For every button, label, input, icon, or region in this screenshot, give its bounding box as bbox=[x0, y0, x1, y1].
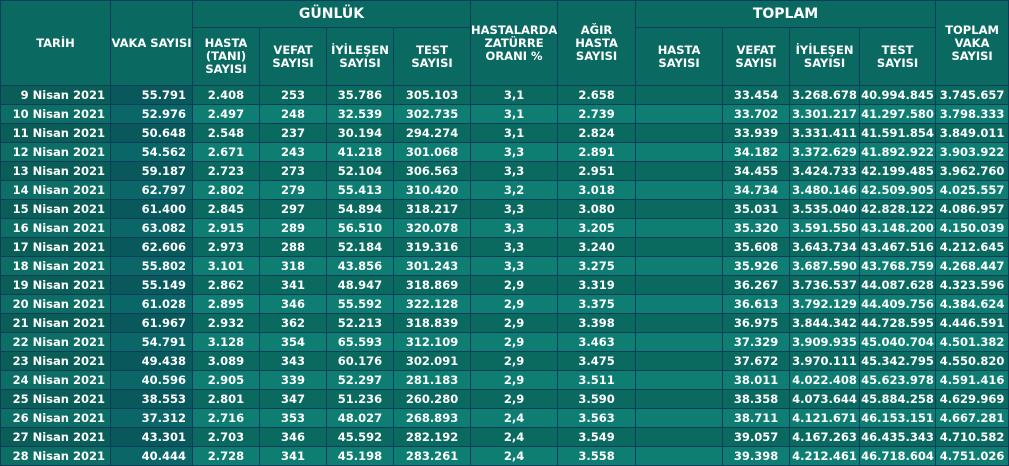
header-iyilesen: İYİLEŞEN SAYISI bbox=[327, 28, 394, 86]
cell-iyilesen: 45.592 bbox=[327, 428, 394, 447]
cell-vefat: 318 bbox=[260, 257, 327, 276]
cell-t-vaka: 3.849.011 bbox=[936, 124, 1009, 143]
header-agir-hasta: AĞIR HASTA SAYISI bbox=[558, 1, 636, 86]
table-row bbox=[1, 428, 1009, 447]
cell-t-vefat: 34.182 bbox=[723, 143, 790, 162]
cell-vaka: 62.797 bbox=[111, 181, 193, 200]
cell-zaturre: 3,1 bbox=[471, 86, 558, 105]
cell-test: 318.869 bbox=[394, 276, 471, 295]
cell-t-hasta bbox=[636, 295, 723, 314]
header-vaka-sayisi: VAKA SAYISI bbox=[111, 1, 193, 86]
cell-t-test: 45.040.704 bbox=[860, 333, 936, 352]
cell-hasta: 2.703 bbox=[193, 428, 260, 447]
cell-vefat: 297 bbox=[260, 200, 327, 219]
cell-vefat: 362 bbox=[260, 314, 327, 333]
table-row bbox=[1, 276, 1009, 295]
cell-t-hasta bbox=[636, 200, 723, 219]
cell-t-hasta bbox=[636, 105, 723, 124]
cell-t-vaka: 4.667.281 bbox=[936, 409, 1009, 428]
cell-hasta: 2.716 bbox=[193, 409, 260, 428]
cell-vaka: 43.301 bbox=[111, 428, 193, 447]
cell-iyilesen: 45.198 bbox=[327, 447, 394, 466]
cell-vefat: 346 bbox=[260, 295, 327, 314]
cell-date: 10 Nisan 2021 bbox=[1, 105, 111, 124]
cell-t-iyilesen: 4.073.644 bbox=[790, 390, 860, 409]
cell-agir: 3.511 bbox=[558, 371, 636, 390]
cell-hasta: 2.845 bbox=[193, 200, 260, 219]
table-row bbox=[1, 390, 1009, 409]
cell-test: 281.183 bbox=[394, 371, 471, 390]
cell-t-vaka: 4.086.957 bbox=[936, 200, 1009, 219]
cell-t-test: 41.892.922 bbox=[860, 143, 936, 162]
header-tarih: TARİH bbox=[1, 1, 111, 86]
cell-hasta: 2.728 bbox=[193, 447, 260, 466]
cell-t-test: 45.884.258 bbox=[860, 390, 936, 409]
cell-date: 27 Nisan 2021 bbox=[1, 428, 111, 447]
cell-agir: 2.824 bbox=[558, 124, 636, 143]
cell-t-vaka: 4.268.447 bbox=[936, 257, 1009, 276]
cell-agir: 3.475 bbox=[558, 352, 636, 371]
cell-t-vaka: 4.501.382 bbox=[936, 333, 1009, 352]
cell-zaturre: 3,3 bbox=[471, 162, 558, 181]
header-toplam-iyilesen: İYİLEŞEN SAYISI bbox=[790, 28, 860, 86]
cell-t-vaka: 4.751.026 bbox=[936, 447, 1009, 466]
cell-iyilesen: 54.894 bbox=[327, 200, 394, 219]
cell-zaturre: 3,2 bbox=[471, 181, 558, 200]
cell-vaka: 50.648 bbox=[111, 124, 193, 143]
cell-iyilesen: 43.856 bbox=[327, 257, 394, 276]
cell-t-vefat: 35.320 bbox=[723, 219, 790, 238]
cell-t-hasta bbox=[636, 428, 723, 447]
cell-vaka: 40.596 bbox=[111, 371, 193, 390]
cell-t-test: 44.087.628 bbox=[860, 276, 936, 295]
cell-date: 12 Nisan 2021 bbox=[1, 143, 111, 162]
cell-t-iyilesen: 3.970.111 bbox=[790, 352, 860, 371]
cell-vaka: 63.082 bbox=[111, 219, 193, 238]
cell-t-hasta bbox=[636, 276, 723, 295]
cell-t-vefat: 36.267 bbox=[723, 276, 790, 295]
cell-date: 17 Nisan 2021 bbox=[1, 238, 111, 257]
cell-t-vefat: 34.455 bbox=[723, 162, 790, 181]
cell-test: 302.091 bbox=[394, 352, 471, 371]
cell-iyilesen: 32.539 bbox=[327, 105, 394, 124]
cell-zaturre: 3,3 bbox=[471, 143, 558, 162]
cell-zaturre: 2,4 bbox=[471, 409, 558, 428]
cell-t-iyilesen: 3.424.733 bbox=[790, 162, 860, 181]
cell-zaturre: 2,9 bbox=[471, 295, 558, 314]
header-toplam-vefat: VEFAT SAYISI bbox=[723, 28, 790, 86]
cell-test: 318.839 bbox=[394, 314, 471, 333]
cell-test: 301.243 bbox=[394, 257, 471, 276]
cell-t-iyilesen: 4.121.671 bbox=[790, 409, 860, 428]
cell-t-vaka: 3.903.922 bbox=[936, 143, 1009, 162]
cell-hasta: 2.932 bbox=[193, 314, 260, 333]
cell-t-test: 40.994.845 bbox=[860, 86, 936, 105]
cell-vaka: 61.400 bbox=[111, 200, 193, 219]
table-row bbox=[1, 333, 1009, 352]
cell-t-hasta bbox=[636, 352, 723, 371]
header-toplam-test: TEST SAYISI bbox=[860, 28, 936, 86]
cell-t-hasta bbox=[636, 333, 723, 352]
cell-t-iyilesen: 3.301.217 bbox=[790, 105, 860, 124]
cell-hasta: 2.723 bbox=[193, 162, 260, 181]
cell-hasta: 2.408 bbox=[193, 86, 260, 105]
cell-t-vaka: 4.629.969 bbox=[936, 390, 1009, 409]
cell-t-iyilesen: 3.535.040 bbox=[790, 200, 860, 219]
cell-agir: 3.240 bbox=[558, 238, 636, 257]
table-row bbox=[1, 181, 1009, 200]
cell-hasta: 2.895 bbox=[193, 295, 260, 314]
cell-hasta: 2.802 bbox=[193, 181, 260, 200]
cell-t-vefat: 33.939 bbox=[723, 124, 790, 143]
cell-t-vefat: 35.031 bbox=[723, 200, 790, 219]
cell-date: 24 Nisan 2021 bbox=[1, 371, 111, 390]
table-row bbox=[1, 143, 1009, 162]
cell-t-hasta bbox=[636, 238, 723, 257]
cell-vaka: 38.553 bbox=[111, 390, 193, 409]
cell-vefat: 347 bbox=[260, 390, 327, 409]
cell-t-test: 42.199.485 bbox=[860, 162, 936, 181]
cell-test: 268.893 bbox=[394, 409, 471, 428]
header-toplam: TOPLAM bbox=[636, 1, 936, 28]
cell-t-hasta bbox=[636, 162, 723, 181]
cell-t-vaka: 3.745.657 bbox=[936, 86, 1009, 105]
header-toplam-vaka: TOPLAM VAKA SAYISI bbox=[936, 1, 1009, 86]
cell-t-iyilesen: 3.643.734 bbox=[790, 238, 860, 257]
cell-iyilesen: 52.213 bbox=[327, 314, 394, 333]
cell-zaturre: 3,1 bbox=[471, 105, 558, 124]
cell-iyilesen: 30.194 bbox=[327, 124, 394, 143]
cell-agir: 3.375 bbox=[558, 295, 636, 314]
cell-t-iyilesen: 3.331.411 bbox=[790, 124, 860, 143]
cell-zaturre: 3,1 bbox=[471, 124, 558, 143]
cell-zaturre: 3,3 bbox=[471, 219, 558, 238]
cell-vefat: 354 bbox=[260, 333, 327, 352]
cell-t-hasta bbox=[636, 314, 723, 333]
cell-date: 18 Nisan 2021 bbox=[1, 257, 111, 276]
cell-date: 25 Nisan 2021 bbox=[1, 390, 111, 409]
cell-t-vefat: 36.975 bbox=[723, 314, 790, 333]
cell-vefat: 237 bbox=[260, 124, 327, 143]
cell-t-test: 45.623.978 bbox=[860, 371, 936, 390]
cell-t-hasta bbox=[636, 124, 723, 143]
cell-date: 13 Nisan 2021 bbox=[1, 162, 111, 181]
cell-agir: 3.319 bbox=[558, 276, 636, 295]
cell-vaka: 61.967 bbox=[111, 314, 193, 333]
table-row bbox=[1, 257, 1009, 276]
cell-zaturre: 2,9 bbox=[471, 314, 558, 333]
cell-vaka: 49.438 bbox=[111, 352, 193, 371]
cell-zaturre: 3,3 bbox=[471, 238, 558, 257]
cell-date: 19 Nisan 2021 bbox=[1, 276, 111, 295]
cell-vaka: 40.444 bbox=[111, 447, 193, 466]
cell-vaka: 61.028 bbox=[111, 295, 193, 314]
cell-t-iyilesen: 3.909.935 bbox=[790, 333, 860, 352]
cell-vefat: 339 bbox=[260, 371, 327, 390]
cell-t-vefat: 38.011 bbox=[723, 371, 790, 390]
cell-vefat: 289 bbox=[260, 219, 327, 238]
cell-t-hasta bbox=[636, 409, 723, 428]
cell-t-iyilesen: 3.268.678 bbox=[790, 86, 860, 105]
cell-t-test: 41.297.580 bbox=[860, 105, 936, 124]
cell-hasta: 2.862 bbox=[193, 276, 260, 295]
cell-test: 294.274 bbox=[394, 124, 471, 143]
cell-t-vaka: 4.550.820 bbox=[936, 352, 1009, 371]
cell-vefat: 288 bbox=[260, 238, 327, 257]
cell-t-test: 44.728.595 bbox=[860, 314, 936, 333]
cell-t-test: 43.148.200 bbox=[860, 219, 936, 238]
cell-vefat: 253 bbox=[260, 86, 327, 105]
cell-iyilesen: 48.947 bbox=[327, 276, 394, 295]
cell-t-test: 46.718.604 bbox=[860, 447, 936, 466]
cell-t-hasta bbox=[636, 447, 723, 466]
cell-t-vefat: 36.613 bbox=[723, 295, 790, 314]
cell-agir: 3.398 bbox=[558, 314, 636, 333]
cell-t-vefat: 35.608 bbox=[723, 238, 790, 257]
cell-t-vaka: 3.798.333 bbox=[936, 105, 1009, 124]
cell-t-iyilesen: 3.844.342 bbox=[790, 314, 860, 333]
cell-zaturre: 2,9 bbox=[471, 390, 558, 409]
table-row bbox=[1, 162, 1009, 181]
cell-zaturre: 3,3 bbox=[471, 200, 558, 219]
cell-agir: 2.951 bbox=[558, 162, 636, 181]
cell-t-test: 42.509.905 bbox=[860, 181, 936, 200]
table-row bbox=[1, 105, 1009, 124]
cell-iyilesen: 60.176 bbox=[327, 352, 394, 371]
cell-agir: 3.590 bbox=[558, 390, 636, 409]
cell-iyilesen: 65.593 bbox=[327, 333, 394, 352]
cell-vefat: 353 bbox=[260, 409, 327, 428]
cell-test: 310.420 bbox=[394, 181, 471, 200]
header-test: TEST SAYISI bbox=[394, 28, 471, 86]
cell-iyilesen: 51.236 bbox=[327, 390, 394, 409]
cell-t-vefat: 39.398 bbox=[723, 447, 790, 466]
cell-date: 28 Nisan 2021 bbox=[1, 447, 111, 466]
cell-hasta: 2.973 bbox=[193, 238, 260, 257]
cell-t-test: 42.828.122 bbox=[860, 200, 936, 219]
cell-t-vaka: 3.962.760 bbox=[936, 162, 1009, 181]
cell-date: 21 Nisan 2021 bbox=[1, 314, 111, 333]
cell-test: 283.261 bbox=[394, 447, 471, 466]
cell-t-hasta bbox=[636, 219, 723, 238]
cell-iyilesen: 52.104 bbox=[327, 162, 394, 181]
cell-t-test: 43.768.759 bbox=[860, 257, 936, 276]
cell-t-vaka: 4.025.557 bbox=[936, 181, 1009, 200]
cell-test: 260.280 bbox=[394, 390, 471, 409]
cell-hasta: 2.801 bbox=[193, 390, 260, 409]
cell-t-test: 46.435.343 bbox=[860, 428, 936, 447]
cell-hasta: 2.915 bbox=[193, 219, 260, 238]
cell-date: 20 Nisan 2021 bbox=[1, 295, 111, 314]
table-row bbox=[1, 295, 1009, 314]
cell-agir: 2.891 bbox=[558, 143, 636, 162]
cell-vaka: 55.802 bbox=[111, 257, 193, 276]
cell-vaka: 54.791 bbox=[111, 333, 193, 352]
cell-vefat: 273 bbox=[260, 162, 327, 181]
header-zaturre-orani: HASTALARDA ZATÜRRE ORANI % bbox=[471, 1, 558, 86]
cell-agir: 2.739 bbox=[558, 105, 636, 124]
cell-hasta: 2.905 bbox=[193, 371, 260, 390]
cell-t-hasta bbox=[636, 257, 723, 276]
cell-vaka: 55.149 bbox=[111, 276, 193, 295]
cell-agir: 3.463 bbox=[558, 333, 636, 352]
cell-vaka: 62.606 bbox=[111, 238, 193, 257]
cell-t-hasta bbox=[636, 390, 723, 409]
cell-vefat: 279 bbox=[260, 181, 327, 200]
cell-test: 312.109 bbox=[394, 333, 471, 352]
cell-zaturre: 2,4 bbox=[471, 428, 558, 447]
cell-date: 23 Nisan 2021 bbox=[1, 352, 111, 371]
cell-test: 302.735 bbox=[394, 105, 471, 124]
table-row bbox=[1, 352, 1009, 371]
cell-iyilesen: 35.786 bbox=[327, 86, 394, 105]
cell-date: 22 Nisan 2021 bbox=[1, 333, 111, 352]
cell-t-iyilesen: 4.022.408 bbox=[790, 371, 860, 390]
cell-t-iyilesen: 3.372.629 bbox=[790, 143, 860, 162]
cell-agir: 3.549 bbox=[558, 428, 636, 447]
cell-t-vefat: 39.057 bbox=[723, 428, 790, 447]
table-row bbox=[1, 124, 1009, 143]
cell-vefat: 341 bbox=[260, 447, 327, 466]
cell-t-vefat: 34.734 bbox=[723, 181, 790, 200]
cell-agir: 3.275 bbox=[558, 257, 636, 276]
cell-vefat: 243 bbox=[260, 143, 327, 162]
header-toplam-hasta: HASTA SAYISI bbox=[636, 28, 723, 86]
cell-test: 301.068 bbox=[394, 143, 471, 162]
cell-date: 11 Nisan 2021 bbox=[1, 124, 111, 143]
cell-t-test: 45.342.795 bbox=[860, 352, 936, 371]
cell-agir: 3.080 bbox=[558, 200, 636, 219]
table-row bbox=[1, 200, 1009, 219]
cell-zaturre: 2,9 bbox=[471, 333, 558, 352]
cell-vaka: 59.187 bbox=[111, 162, 193, 181]
table-body bbox=[1, 86, 1009, 466]
cell-hasta: 3.101 bbox=[193, 257, 260, 276]
cell-iyilesen: 55.592 bbox=[327, 295, 394, 314]
cell-t-vaka: 4.212.645 bbox=[936, 238, 1009, 257]
cell-t-iyilesen: 3.591.550 bbox=[790, 219, 860, 238]
cell-test: 319.316 bbox=[394, 238, 471, 257]
cell-vaka: 54.562 bbox=[111, 143, 193, 162]
cell-t-vefat: 37.672 bbox=[723, 352, 790, 371]
cell-t-test: 41.591.854 bbox=[860, 124, 936, 143]
cell-test: 306.563 bbox=[394, 162, 471, 181]
table-row bbox=[1, 314, 1009, 333]
cell-t-vaka: 4.446.591 bbox=[936, 314, 1009, 333]
header-gunluk: GÜNLÜK bbox=[193, 1, 471, 28]
cell-t-hasta bbox=[636, 371, 723, 390]
cell-t-iyilesen: 3.687.590 bbox=[790, 257, 860, 276]
cell-test: 318.217 bbox=[394, 200, 471, 219]
cell-agir: 3.205 bbox=[558, 219, 636, 238]
cell-agir: 2.658 bbox=[558, 86, 636, 105]
cell-t-vaka: 4.591.416 bbox=[936, 371, 1009, 390]
cell-t-vaka: 4.710.582 bbox=[936, 428, 1009, 447]
cell-t-vefat: 38.711 bbox=[723, 409, 790, 428]
cell-hasta: 2.548 bbox=[193, 124, 260, 143]
cell-hasta: 2.497 bbox=[193, 105, 260, 124]
cell-vefat: 248 bbox=[260, 105, 327, 124]
cell-vefat: 341 bbox=[260, 276, 327, 295]
cell-iyilesen: 52.297 bbox=[327, 371, 394, 390]
cell-agir: 3.018 bbox=[558, 181, 636, 200]
cell-date: 26 Nisan 2021 bbox=[1, 409, 111, 428]
table-row bbox=[1, 409, 1009, 428]
cell-test: 305.103 bbox=[394, 86, 471, 105]
cell-test: 320.078 bbox=[394, 219, 471, 238]
cell-t-vefat: 37.329 bbox=[723, 333, 790, 352]
cell-t-vefat: 33.454 bbox=[723, 86, 790, 105]
cell-test: 282.192 bbox=[394, 428, 471, 447]
cell-t-vaka: 4.150.039 bbox=[936, 219, 1009, 238]
cell-iyilesen: 48.027 bbox=[327, 409, 394, 428]
header-hasta-tani: HASTA (TANI) SAYISI bbox=[193, 28, 260, 86]
cell-date: 15 Nisan 2021 bbox=[1, 200, 111, 219]
cell-t-vaka: 4.384.624 bbox=[936, 295, 1009, 314]
cell-t-iyilesen: 3.480.146 bbox=[790, 181, 860, 200]
table-row bbox=[1, 447, 1009, 466]
table-row bbox=[1, 86, 1009, 105]
cell-t-test: 46.153.151 bbox=[860, 409, 936, 428]
cell-date: 14 Nisan 2021 bbox=[1, 181, 111, 200]
header-vefat: VEFAT SAYISI bbox=[260, 28, 327, 86]
cell-vefat: 343 bbox=[260, 352, 327, 371]
cell-iyilesen: 56.510 bbox=[327, 219, 394, 238]
cell-zaturre: 2,9 bbox=[471, 352, 558, 371]
cell-t-iyilesen: 4.167.263 bbox=[790, 428, 860, 447]
cell-date: 9 Nisan 2021 bbox=[1, 86, 111, 105]
cell-t-iyilesen: 3.736.537 bbox=[790, 276, 860, 295]
cell-t-vaka: 4.323.596 bbox=[936, 276, 1009, 295]
cell-vaka: 55.791 bbox=[111, 86, 193, 105]
cell-vefat: 346 bbox=[260, 428, 327, 447]
cell-t-test: 44.409.756 bbox=[860, 295, 936, 314]
cell-zaturre: 2,9 bbox=[471, 371, 558, 390]
cell-hasta: 3.128 bbox=[193, 333, 260, 352]
cell-iyilesen: 55.413 bbox=[327, 181, 394, 200]
cell-vaka: 52.976 bbox=[111, 105, 193, 124]
cell-t-iyilesen: 3.792.129 bbox=[790, 295, 860, 314]
cell-agir: 3.558 bbox=[558, 447, 636, 466]
table-row bbox=[1, 219, 1009, 238]
cell-t-hasta bbox=[636, 143, 723, 162]
table-row bbox=[1, 371, 1009, 390]
cell-t-test: 43.467.516 bbox=[860, 238, 936, 257]
cell-zaturre: 2,9 bbox=[471, 276, 558, 295]
cell-iyilesen: 52.184 bbox=[327, 238, 394, 257]
cell-t-iyilesen: 4.212.461 bbox=[790, 447, 860, 466]
cell-t-vefat: 38.358 bbox=[723, 390, 790, 409]
cell-iyilesen: 41.218 bbox=[327, 143, 394, 162]
cell-agir: 3.563 bbox=[558, 409, 636, 428]
cell-zaturre: 3,3 bbox=[471, 257, 558, 276]
cell-t-hasta bbox=[636, 86, 723, 105]
cell-test: 322.128 bbox=[394, 295, 471, 314]
cell-zaturre: 2,4 bbox=[471, 447, 558, 466]
cell-t-vefat: 33.702 bbox=[723, 105, 790, 124]
cell-vaka: 37.312 bbox=[111, 409, 193, 428]
cell-hasta: 2.671 bbox=[193, 143, 260, 162]
cell-t-vefat: 35.926 bbox=[723, 257, 790, 276]
cell-t-hasta bbox=[636, 181, 723, 200]
cell-date: 16 Nisan 2021 bbox=[1, 219, 111, 238]
cell-hasta: 3.089 bbox=[193, 352, 260, 371]
table-row bbox=[1, 238, 1009, 257]
